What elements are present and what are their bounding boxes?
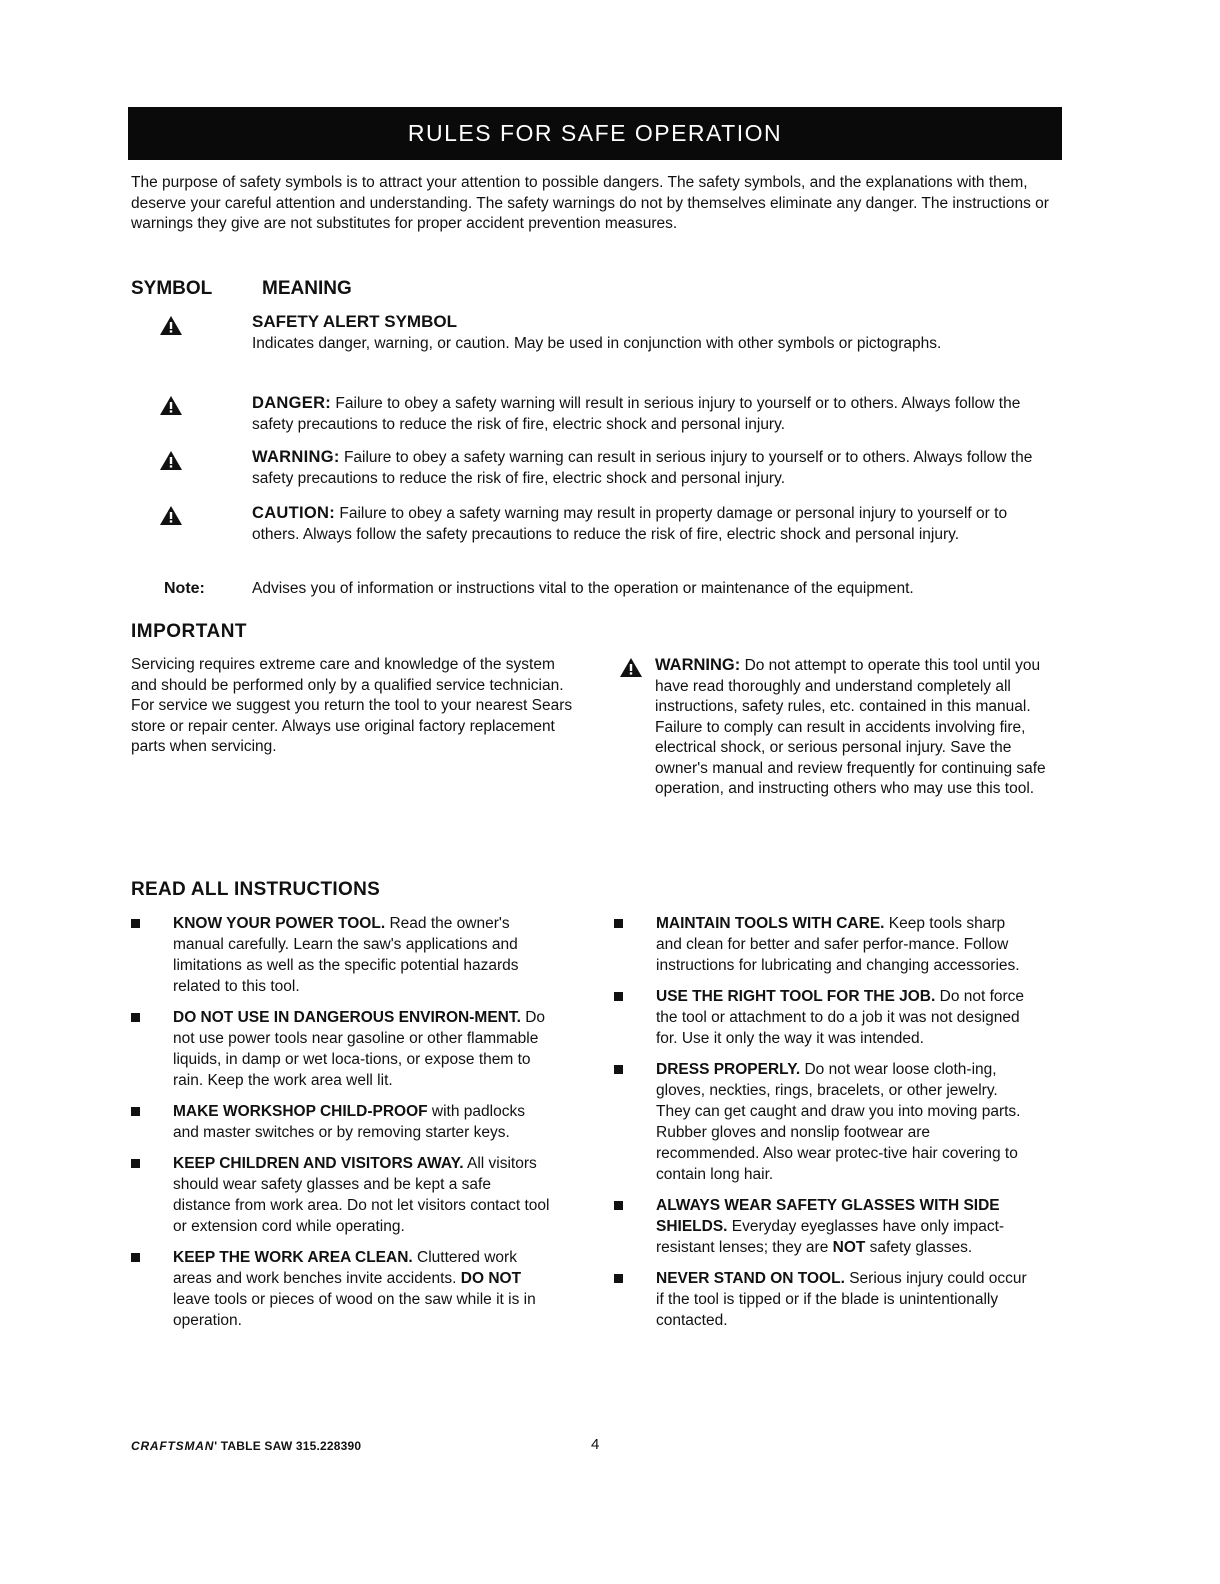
rule-text: All visitors should wear safety glasses and be kept a safe distance from work area. Do not let visitors contact tool or extension cord while operating. [173,1155,550,1235]
footer-superscript: ' [214,1439,221,1453]
rule-text: Do not wear loose cloth-ing, gloves, neckties, rings, bracelets, or other jewelry. They can get caught and draw you into moving parts. Rubber gloves and nonslip footwear are recommended. Also wear protec-tive hair covering to contain long hair. [656,1061,1021,1183]
safety-alert-text: Indicates danger, warning, or caution. May be used in conjunction with other symbols or pictographs. [252,335,942,352]
rule-text: with padlocks and master switches or by removing starter keys. [173,1103,525,1141]
bullet-square-icon [131,1253,140,1262]
bullet-square-icon [131,1107,140,1116]
section-title: RULES FOR SAFE OPERATION [407,120,783,146]
danger-label: DANGER: [252,394,332,412]
warning-triangle-icon [160,506,182,525]
note-label: Note: [164,580,205,597]
list-item [614,1268,1034,1331]
safety-alert-entry [252,311,1052,354]
caution-entry [252,503,1052,545]
footer-model [131,1439,361,1453]
rule-text: Do not force the tool or attachment to do a job it was not designed for. Use it only the way it was intended. [656,988,1025,1047]
list-item [131,1247,551,1331]
rule-lead: ALWAYS WEAR SAFETY GLASSES WITH SIDE SHIELDS. [656,1197,1000,1235]
rule-lead: KEEP CHILDREN AND VISITORS AWAY. [173,1155,464,1172]
danger-text: Failure to obey a safety warning will result in serious injury to yourself or to others. Always follow the safety precautions to reduce the risk of fire, electric shock and personal injury. [252,395,1021,433]
rule-text: Read the owner's manual carefully. Learn the saw's applications and limitations as well as the specific potential hazards related to this tool. [173,915,519,995]
rule-text: Serious injury could occur if the tool is tipped or if the blade is unintentionally contacted. [656,1270,1027,1329]
list-item [131,1101,551,1143]
important-title: IMPORTANT [131,621,248,642]
list-item [131,913,551,997]
rule-lead: KNOW YOUR POWER TOOL. [173,915,386,932]
warning-label: WARNING: [252,448,340,466]
rule-text: Everyday eyeglasses have only impact-resistant lenses; they are [656,1218,1005,1256]
list-item [614,1059,1034,1185]
warning-triangle-icon [160,451,182,470]
warning-text: Failure to obey a safety warning can result in serious injury to yourself or to others. Always follow the safety precautions to reduce the risk of fire, electric shock and personal injury. [252,449,1033,487]
safety-alert-title: SAFETY ALERT SYMBOL [252,312,457,331]
list-item [131,1007,551,1091]
bullet-square-icon [614,992,623,1001]
danger-entry [252,393,1052,435]
note-text: Advises you of information or instructions vital to the operation or maintenance of the equipment. [252,580,914,597]
bullet-square-icon [614,1201,623,1210]
rule-lead: USE THE RIGHT TOOL FOR THE JOB. [656,988,936,1005]
page-number: 4 [591,1436,600,1453]
rule-lead: DO NOT USE IN DANGEROUS ENVIRON-MENT. [173,1009,521,1026]
bullet-square-icon [131,919,140,928]
rule-emphasis: DO NOT [460,1270,522,1287]
section-header [128,107,1062,160]
list-item [614,1195,1034,1258]
rule-lead: MAKE WORKSHOP CHILD-PROOF [173,1103,428,1120]
meaning-column-header: MEANING [262,278,352,299]
warning-entry [252,447,1052,489]
warning-triangle-icon [160,316,182,335]
important-warning [655,655,1065,800]
brand-logo: CRAFTSMAN [131,1439,215,1453]
bullet-square-icon [614,919,623,928]
rule-lead: MAINTAIN TOOLS WITH CARE. [656,915,885,932]
bullet-square-icon [614,1065,623,1074]
rule-lead: DRESS PROPERLY. [656,1061,801,1078]
list-item [614,986,1034,1049]
symbol-column-header: SYMBOL [131,278,213,299]
important-text: Servicing requires extreme care and knowledge of the system and should be performed only by a qualified service technician. For service we suggest you return the tool to your nearest Sears store or repair center. Always use original factory replacement parts when servicing. [131,656,573,755]
important-warning-label: WARNING: [655,656,741,674]
rule-text: Cluttered work areas and work benches invite accidents. [173,1249,517,1287]
caution-text: Failure to obey a safety warning may result in property damage or personal injury to yourself or to others. Always follow the safety precautions to reduce the risk of fire, electric shock and personal injury. [252,505,1008,543]
rule-text: leave tools or pieces of wood on the saw while it is in operation. [173,1291,536,1329]
rules-right-column [614,913,1034,1341]
intro-paragraph: The purpose of safety symbols is to attract your attention to possible dangers. The safety symbols, and the explanations with them, deserve your careful attention and understanding. The safety warnings do not by themselves eliminate any danger. The instructions or warnings they give are not substitutes for proper accident prevention measures. [131,174,1049,232]
bullet-square-icon [614,1274,623,1283]
rule-lead: KEEP THE WORK AREA CLEAN. [173,1249,413,1266]
read-all-title: READ ALL INSTRUCTIONS [131,879,381,900]
important-warning-text: Do not attempt to operate this tool until you have read thoroughly and understand completely all instructions, safety rules, etc. contained in this manual. Failure to comply can result in accidents involving fire, electrical shock, or serious personal injury. Save the owner's manual and review frequently for continuing safe operation, and instructing others who may use this tool. [655,657,1046,797]
rule-text: Keep tools sharp and clean for better and safer perfor-mance. Follow instructions for lubricating and changing accessories. [656,915,1020,974]
bullet-square-icon [131,1159,140,1168]
rule-text: Do not use power tools near gasoline or other flammable liquids, in damp or wet loca-tions, or expose them to rain. Keep the work area well lit. [173,1009,546,1089]
footer-model-text: TABLE SAW 315.228390 [220,1439,362,1453]
rule-text: safety glasses. [869,1239,973,1256]
rule-emphasis: NOT [832,1239,866,1256]
list-item [131,1153,551,1237]
rules-left-column [131,913,551,1341]
bullet-square-icon [131,1013,140,1022]
list-item [614,913,1034,976]
warning-triangle-icon [620,658,642,677]
caution-label: CAUTION: [252,504,336,522]
warning-triangle-icon [160,396,182,415]
rule-lead: NEVER STAND ON TOOL. [656,1270,845,1287]
